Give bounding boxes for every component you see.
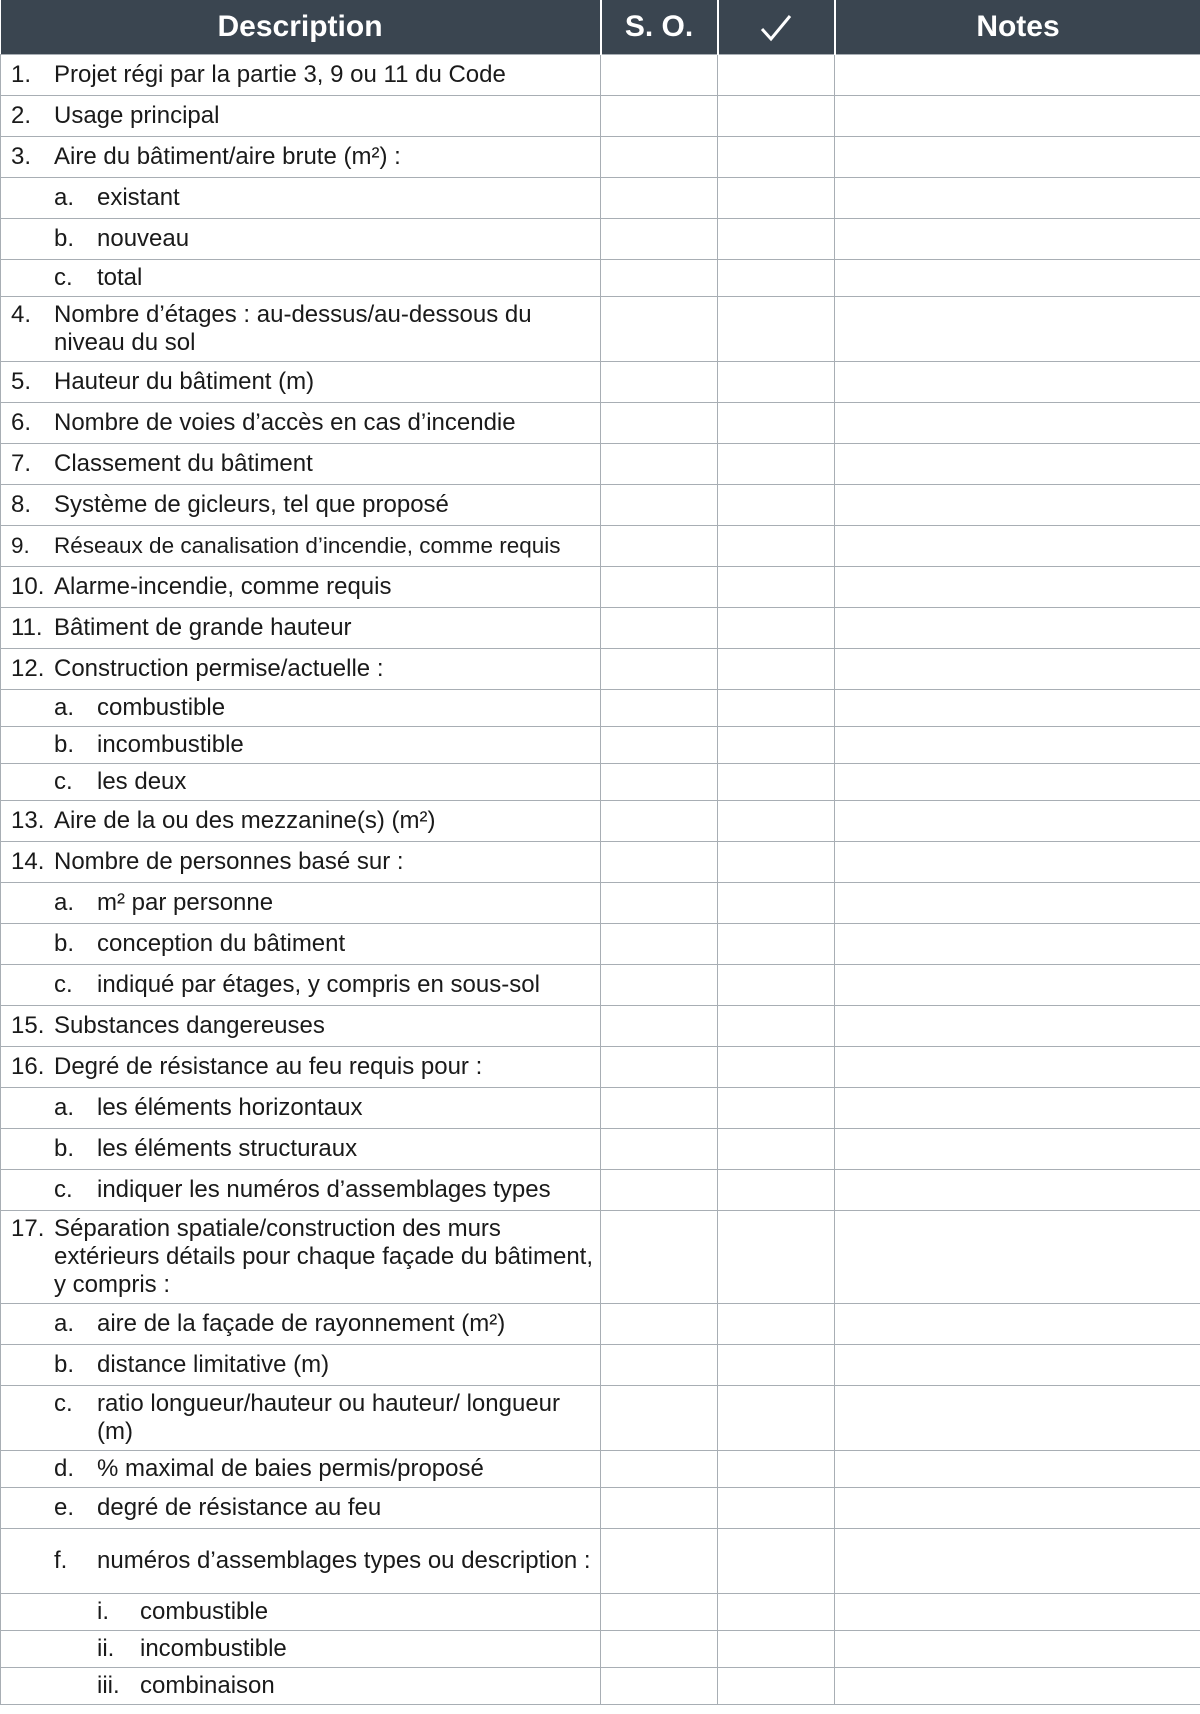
table-row — [1, 924, 1200, 965]
table-row — [1, 297, 1200, 362]
notes-cell[interactable] — [835, 485, 1200, 526]
check-cell[interactable] — [718, 1631, 835, 1668]
so-cell[interactable] — [601, 727, 718, 764]
check-cell[interactable] — [718, 526, 835, 567]
item-number: a. — [54, 889, 75, 916]
check-cell[interactable] — [718, 1529, 835, 1594]
item-text: degré de résistance au feu — [97, 1494, 382, 1521]
header-notes: Notes — [835, 0, 1200, 55]
description-cell — [1, 403, 601, 444]
so-cell[interactable] — [601, 1006, 718, 1047]
description-cell — [1, 1451, 601, 1488]
notes-cell[interactable] — [835, 1170, 1200, 1211]
check-cell[interactable] — [718, 444, 835, 485]
notes-cell[interactable] — [835, 1631, 1200, 1668]
item-number: 5. — [11, 368, 32, 395]
item-number: b. — [54, 930, 75, 957]
notes-cell[interactable] — [835, 297, 1200, 362]
check-cell[interactable] — [718, 1304, 835, 1345]
table-row — [1, 1488, 1200, 1529]
check-cell[interactable] — [718, 764, 835, 801]
item-number: 14. — [11, 848, 45, 875]
item-number: 4. — [11, 301, 32, 328]
item-number: a. — [54, 1094, 75, 1121]
item-number: 8. — [11, 491, 32, 518]
description-cell — [1, 567, 601, 608]
item-text: combustible — [97, 694, 226, 721]
notes-cell[interactable] — [835, 924, 1200, 965]
check-cell[interactable] — [718, 727, 835, 764]
description-cell — [1, 1386, 601, 1451]
so-cell[interactable] — [601, 219, 718, 260]
description-cell — [1, 690, 601, 727]
table-row — [1, 1386, 1200, 1451]
so-cell[interactable] — [601, 526, 718, 567]
check-cell[interactable] — [718, 1211, 835, 1304]
notes-cell[interactable] — [835, 842, 1200, 883]
so-cell[interactable] — [601, 1451, 718, 1488]
notes-cell[interactable] — [835, 965, 1200, 1006]
description-cell — [1, 1631, 601, 1668]
item-text: Aire du bâtiment/aire brute (m²) : — [54, 143, 401, 170]
item-number: 16. — [11, 1053, 45, 1080]
table-row — [1, 362, 1200, 403]
description-cell — [1, 842, 601, 883]
table-row — [1, 1668, 1200, 1705]
table-row — [1, 526, 1200, 567]
item-number: a. — [54, 694, 75, 721]
item-text: combinaison — [140, 1672, 275, 1699]
item-number: i. — [97, 1598, 109, 1625]
header-description: Description — [1, 0, 601, 55]
so-cell[interactable] — [601, 485, 718, 526]
item-text: Usage principal — [54, 102, 220, 129]
so-cell[interactable] — [601, 1088, 718, 1129]
description-cell — [1, 485, 601, 526]
check-cell[interactable] — [718, 137, 835, 178]
description-cell — [1, 764, 601, 801]
item-number: 3. — [11, 143, 32, 170]
table-row — [1, 1304, 1200, 1345]
item-text: Aire de la ou des mezzanine(s) (m²) — [54, 807, 436, 834]
table-row — [1, 1451, 1200, 1488]
so-cell[interactable] — [601, 1594, 718, 1631]
so-cell[interactable] — [601, 1631, 718, 1668]
description-cell — [1, 1006, 601, 1047]
check-cell[interactable] — [718, 842, 835, 883]
table-row — [1, 842, 1200, 883]
description-cell — [1, 1488, 601, 1529]
item-text: Alarme-incendie, comme requis — [54, 573, 392, 600]
item-number: c. — [54, 264, 73, 291]
so-cell[interactable] — [601, 444, 718, 485]
table-row — [1, 1170, 1200, 1211]
table-row — [1, 1345, 1200, 1386]
check-cell[interactable] — [718, 1170, 835, 1211]
notes-cell[interactable] — [835, 137, 1200, 178]
check-cell[interactable] — [718, 965, 835, 1006]
item-number: d. — [54, 1455, 75, 1482]
check-cell[interactable] — [718, 924, 835, 965]
checkmark-icon — [759, 13, 793, 43]
description-cell — [1, 1345, 601, 1386]
item-text: conception du bâtiment — [97, 930, 346, 957]
item-number: e. — [54, 1494, 75, 1521]
check-cell[interactable] — [718, 1488, 835, 1529]
check-cell[interactable] — [718, 567, 835, 608]
table-row — [1, 137, 1200, 178]
description-cell — [1, 883, 601, 924]
check-cell[interactable] — [718, 96, 835, 137]
description-cell — [1, 608, 601, 649]
description-cell — [1, 362, 601, 403]
item-number: 6. — [11, 409, 32, 436]
table-row — [1, 764, 1200, 801]
description-cell — [1, 1047, 601, 1088]
item-number: c. — [54, 1176, 73, 1203]
description-cell — [1, 924, 601, 965]
check-cell[interactable] — [718, 1451, 835, 1488]
so-cell[interactable] — [601, 297, 718, 362]
item-text: Bâtiment de grande hauteur — [54, 614, 352, 641]
item-text: Hauteur du bâtiment (m) — [54, 368, 315, 395]
description-cell — [1, 444, 601, 485]
item-text: incombustible — [140, 1635, 287, 1662]
table-row — [1, 96, 1200, 137]
check-cell[interactable] — [718, 1047, 835, 1088]
item-number: 17. — [11, 1215, 45, 1242]
table-header-row — [1, 0, 1200, 55]
item-number: ii. — [97, 1635, 115, 1662]
notes-cell[interactable] — [835, 96, 1200, 137]
check-cell[interactable] — [718, 260, 835, 297]
table-row — [1, 649, 1200, 690]
check-cell[interactable] — [718, 1088, 835, 1129]
notes-cell[interactable] — [835, 1304, 1200, 1345]
item-text: Séparation spatiale/construction des murs extérieurs détails pour chaque façade du bâtiment, y compris : — [54, 1215, 594, 1298]
table-row — [1, 690, 1200, 727]
item-text: les éléments horizontaux — [97, 1094, 363, 1121]
table-row — [1, 608, 1200, 649]
table-row — [1, 55, 1200, 96]
so-cell[interactable] — [601, 137, 718, 178]
item-number: 13. — [11, 807, 45, 834]
item-number: 11. — [11, 614, 43, 641]
check-cell[interactable] — [718, 297, 835, 362]
notes-cell[interactable] — [835, 219, 1200, 260]
notes-cell[interactable] — [835, 403, 1200, 444]
item-text: aire de la façade de rayonnement (m²) — [97, 1310, 506, 1337]
notes-cell[interactable] — [835, 1386, 1200, 1451]
header-check — [718, 0, 835, 55]
table-row — [1, 801, 1200, 842]
notes-cell[interactable] — [835, 1451, 1200, 1488]
item-text: m² par personne — [97, 889, 274, 916]
so-cell[interactable] — [601, 690, 718, 727]
check-cell[interactable] — [718, 649, 835, 690]
so-cell[interactable] — [601, 1129, 718, 1170]
description-cell — [1, 137, 601, 178]
description-cell — [1, 649, 601, 690]
item-text: % maximal de baies permis/proposé — [97, 1455, 484, 1482]
table-row — [1, 1129, 1200, 1170]
item-text: Construction permise/actuelle : — [54, 655, 384, 682]
item-number: 1. — [11, 61, 32, 88]
item-number: b. — [54, 731, 75, 758]
notes-cell[interactable] — [835, 362, 1200, 403]
item-number: 12. — [11, 655, 45, 682]
description-cell — [1, 526, 601, 567]
item-text: nouveau — [97, 225, 190, 252]
item-text: les éléments structuraux — [97, 1135, 358, 1162]
so-cell[interactable] — [601, 764, 718, 801]
item-text: Nombre de voies d’accès en cas d’incendie — [54, 409, 516, 436]
so-cell[interactable] — [601, 883, 718, 924]
table-row — [1, 965, 1200, 1006]
description-cell — [1, 55, 601, 96]
item-text: Substances dangereuses — [54, 1012, 325, 1039]
so-cell[interactable] — [601, 801, 718, 842]
header-so: S. O. — [601, 0, 718, 55]
item-number: 10. — [11, 573, 45, 600]
item-number: 7. — [11, 450, 32, 477]
check-cell[interactable] — [718, 608, 835, 649]
notes-cell[interactable] — [835, 1006, 1200, 1047]
notes-cell[interactable] — [835, 690, 1200, 727]
description-cell — [1, 1129, 601, 1170]
so-cell[interactable] — [601, 1211, 718, 1304]
so-cell[interactable] — [601, 1529, 718, 1594]
check-cell[interactable] — [718, 801, 835, 842]
description-cell — [1, 1668, 601, 1705]
item-number: a. — [54, 1310, 75, 1337]
item-text: indiquer les numéros d’assemblages types — [97, 1176, 551, 1203]
description-cell — [1, 1211, 601, 1304]
check-cell[interactable] — [718, 690, 835, 727]
table-row — [1, 883, 1200, 924]
table-row — [1, 485, 1200, 526]
table-row — [1, 1211, 1200, 1304]
so-cell[interactable] — [601, 608, 718, 649]
item-number: b. — [54, 225, 75, 252]
item-text: numéros d’assemblages types ou description : — [97, 1547, 591, 1574]
notes-cell[interactable] — [835, 1129, 1200, 1170]
description-cell — [1, 1304, 601, 1345]
check-cell[interactable] — [718, 1668, 835, 1705]
check-cell[interactable] — [718, 485, 835, 526]
item-number: 9. — [11, 533, 30, 558]
description-cell — [1, 965, 601, 1006]
item-text: incombustible — [97, 731, 244, 758]
notes-cell[interactable] — [835, 55, 1200, 96]
table-row — [1, 1631, 1200, 1668]
item-text: indiqué par étages, y compris en sous-sol — [97, 971, 540, 998]
check-cell[interactable] — [718, 1345, 835, 1386]
so-cell[interactable] — [601, 55, 718, 96]
notes-cell[interactable] — [835, 608, 1200, 649]
table-row — [1, 260, 1200, 297]
check-cell[interactable] — [718, 1386, 835, 1451]
table-row — [1, 567, 1200, 608]
so-cell[interactable] — [601, 842, 718, 883]
description-cell — [1, 178, 601, 219]
table-row — [1, 1088, 1200, 1129]
so-cell[interactable] — [601, 1488, 718, 1529]
table-row — [1, 1047, 1200, 1088]
notes-cell[interactable] — [835, 883, 1200, 924]
check-cell[interactable] — [718, 1006, 835, 1047]
notes-cell[interactable] — [835, 727, 1200, 764]
so-cell[interactable] — [601, 260, 718, 297]
so-cell[interactable] — [601, 924, 718, 965]
notes-cell[interactable] — [835, 178, 1200, 219]
so-cell[interactable] — [601, 965, 718, 1006]
table-row — [1, 403, 1200, 444]
check-cell[interactable] — [718, 403, 835, 444]
notes-cell[interactable] — [835, 526, 1200, 567]
table-row — [1, 1006, 1200, 1047]
check-cell[interactable] — [718, 1594, 835, 1631]
so-cell[interactable] — [601, 403, 718, 444]
description-cell — [1, 1088, 601, 1129]
notes-cell[interactable] — [835, 1529, 1200, 1594]
item-text: combustible — [140, 1598, 269, 1625]
description-cell — [1, 727, 601, 764]
item-text: ratio longueur/hauteur ou hauteur/ longueur (m) — [97, 1390, 561, 1445]
description-cell — [1, 297, 601, 362]
so-cell[interactable] — [601, 567, 718, 608]
item-text: Degré de résistance au feu requis pour : — [54, 1053, 483, 1080]
table-row — [1, 727, 1200, 764]
item-text: Nombre d’étages : au-dessus/au-dessous du niveau du sol — [54, 301, 532, 356]
table-row — [1, 444, 1200, 485]
item-text: total — [97, 264, 143, 291]
notes-cell[interactable] — [835, 1088, 1200, 1129]
check-cell[interactable] — [718, 55, 835, 96]
item-number: 15. — [11, 1012, 45, 1039]
item-text: Classement du bâtiment — [54, 450, 313, 477]
check-cell[interactable] — [718, 178, 835, 219]
item-number: a. — [54, 184, 75, 211]
notes-cell[interactable] — [835, 1211, 1200, 1304]
item-number: c. — [54, 971, 73, 998]
so-cell[interactable] — [601, 1668, 718, 1705]
so-cell[interactable] — [601, 1170, 718, 1211]
item-number: c. — [54, 1390, 73, 1417]
table-row — [1, 1529, 1200, 1594]
item-text: Projet régi par la partie 3, 9 ou 11 du Code — [54, 61, 506, 88]
notes-cell[interactable] — [835, 260, 1200, 297]
table-row — [1, 178, 1200, 219]
notes-cell[interactable] — [835, 649, 1200, 690]
notes-cell[interactable] — [835, 567, 1200, 608]
notes-cell[interactable] — [835, 1488, 1200, 1529]
item-text: les deux — [97, 768, 187, 795]
notes-cell[interactable] — [835, 444, 1200, 485]
item-number: f. — [54, 1547, 68, 1574]
description-cell — [1, 96, 601, 137]
check-cell[interactable] — [718, 362, 835, 403]
so-cell[interactable] — [601, 1304, 718, 1345]
item-text: Système de gicleurs, tel que proposé — [54, 491, 449, 518]
notes-cell[interactable] — [835, 764, 1200, 801]
description-cell — [1, 260, 601, 297]
so-cell[interactable] — [601, 178, 718, 219]
description-cell — [1, 1594, 601, 1631]
notes-cell[interactable] — [835, 801, 1200, 842]
check-cell[interactable] — [718, 219, 835, 260]
description-cell — [1, 1170, 601, 1211]
so-cell[interactable] — [601, 362, 718, 403]
notes-cell[interactable] — [835, 1047, 1200, 1088]
table-row — [1, 219, 1200, 260]
notes-cell[interactable] — [835, 1345, 1200, 1386]
notes-cell[interactable] — [835, 1668, 1200, 1705]
check-cell[interactable] — [718, 1129, 835, 1170]
item-text: distance limitative (m) — [97, 1351, 330, 1378]
so-cell[interactable] — [601, 1345, 718, 1386]
description-cell — [1, 801, 601, 842]
description-cell — [1, 1529, 601, 1594]
so-cell[interactable] — [601, 649, 718, 690]
item-number: b. — [54, 1135, 75, 1162]
item-text: Réseaux de canalisation d’incendie, comme requis — [54, 533, 561, 558]
item-number: iii. — [97, 1672, 120, 1699]
item-number: 2. — [11, 102, 32, 129]
notes-cell[interactable] — [835, 1594, 1200, 1631]
so-cell[interactable] — [601, 1386, 718, 1451]
description-cell — [1, 219, 601, 260]
item-number: b. — [54, 1351, 75, 1378]
so-cell[interactable] — [601, 1047, 718, 1088]
item-text: existant — [97, 184, 180, 211]
item-number: c. — [54, 768, 73, 795]
so-cell[interactable] — [601, 96, 718, 137]
table-row — [1, 1594, 1200, 1631]
check-cell[interactable] — [718, 883, 835, 924]
item-text: Nombre de personnes basé sur : — [54, 848, 404, 875]
